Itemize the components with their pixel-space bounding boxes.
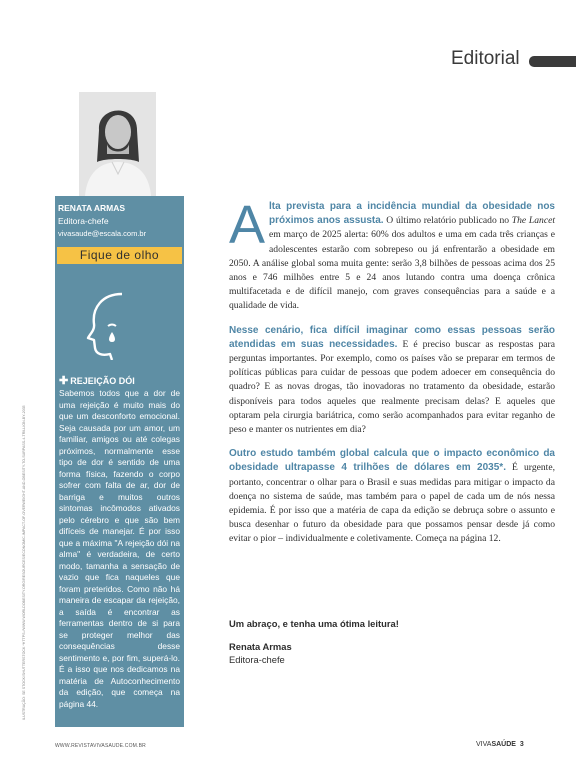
page-number: 3	[519, 741, 524, 748]
paragraph-lead: lta prevista para a incidência mundial da obesidade nos próximos anos assusta.	[269, 201, 555, 227]
paragraph-lead: Outro estudo também global calcula que o impacto econômico da obesidade ultrapasse 4 trilhões de dólares em 2035*.	[229, 448, 555, 474]
footer-url[interactable]: WWW.REVISTAVIVASAUDE.COM.BR	[55, 743, 146, 749]
rejeicao-heading: ✚ REJEIÇÃO DÓI	[59, 375, 135, 387]
fique-de-olho-box: Fique de olho	[57, 247, 182, 264]
sad-head-tear-icon	[78, 290, 160, 360]
photo-credit: ILUSTRAÇÃO: SE STOCK/SHUTTERSTOCK *HTTPS://WWW.WORLDOBESITY.ORG/RESOURCES/ECONOMIC-IMPACT-OF-OVERWEIGHT-AND-OBESITY-TO-SURPASS-4-TRILLION-BY-2035	[22, 405, 26, 720]
closing-line: Um abraço, e tenha uma ótima leitura!	[229, 618, 399, 629]
paragraph-lead: Nesse cenário, fica difícil imaginar como essas pessoas serão atendidas em suas necessidades.	[229, 324, 555, 350]
author-email[interactable]: vivasaude@escala.com.br	[58, 229, 147, 238]
editorial-paragraph-3: Outro estudo também global calcula que o impacto econômico da obesidade ultrapasse 4 trilhões de dólares em 2035*. É urgente, portanto, concentrar o olhar para o Brasil e suas medidas para mitigar o impacto da doença no sistema de saúde, mas também para o papel de cada um de nós nessa epidemia. É por isso que a matéria de capa da edição se debruça sobre o assunto e busca desenhar o futuro da obesidade para que possamos pensar desde já como evitar o pior – individualmente e coletivamente. Começa na página 12.	[229, 448, 555, 545]
rejeicao-text: Sabemos todos que a dor de uma rejeição é muito mais do que um desconforto emocional. Seja causada por um amor, um familiar, amigos ou até colegas próximos, normalmente esse tipo de dor é sentido de uma forma física, fazendo o corpo sofrer com falta de ar, dor de barriga e muitos outros sintomas incômodos ativados pelo cérebro e que são bem difíceis de manejar. É por isso que a máxima "A rejeição dói na alma" é verdadeira, de certo modo, tamanha a sensação de vazio que fica naqueles que foram preteridos. Como não há maneira de escapar da rejeição, a saída é encontrar as ferramentas dentro de si para se proteger melhor das consequências desse sentimento e, por fim, superá-lo. É a isso que nos dedicamos na matéria de Autoconhecimento da edição, que começa na página 44.	[59, 388, 180, 709]
author-name: RENATA ARMAS	[58, 203, 126, 213]
author-role: Editora-chefe	[58, 216, 109, 226]
footer-page-info: VIVASAÚDE 3	[476, 741, 524, 748]
author-photo	[79, 92, 156, 196]
signature-name: Renata Armas	[229, 641, 292, 652]
section-tab-bar	[529, 56, 576, 67]
drop-cap: A	[229, 195, 266, 255]
editorial-paragraph-2: Nesse cenário, fica difícil imaginar como essas pessoas serão atendidas em suas necessidades. E é preciso buscar as respostas para perguntas importantes. Por exemplo, como os países vão se preparar em termos de políticas públicas para cuidar de pessoas que podem adoecer em consequência do quadro? E as novas drogas, tão inovadoras no tratamento da obesidade, estarão disponíveis para todos aqueles que realmente precisam delas? E aqueles que optaram pela cirurgia bariátrica, como serão acompanhados para evitar reganho de peso e manter os nutrientes em dia?	[229, 324, 555, 436]
editorial-body	[229, 195, 555, 557]
journal-name: The Lancet	[511, 215, 555, 227]
signature-role: Editora-chefe	[229, 654, 285, 665]
editorial-paragraph-1: Alta prevista para a incidência mundial da obesidade nos próximos anos assusta. O último relatório publicado no The Lancet em março de 2025 alerta: 60% dos adultos e uma em cada três crianças e adolescentes estarão com sobrepeso ou já enfrentarão a obesidade em 2050. A análise global soma muita gente: serão 3,8 bilhões de pessoas acima dos 25 anos e 746 milhões entre 5 e 24 anos lutando contra uma doença crônica multifacetada e de difícil manejo, com graves consequências para a saúde e a qualidade de vida.	[229, 195, 555, 312]
section-title: Editorial	[451, 48, 520, 69]
